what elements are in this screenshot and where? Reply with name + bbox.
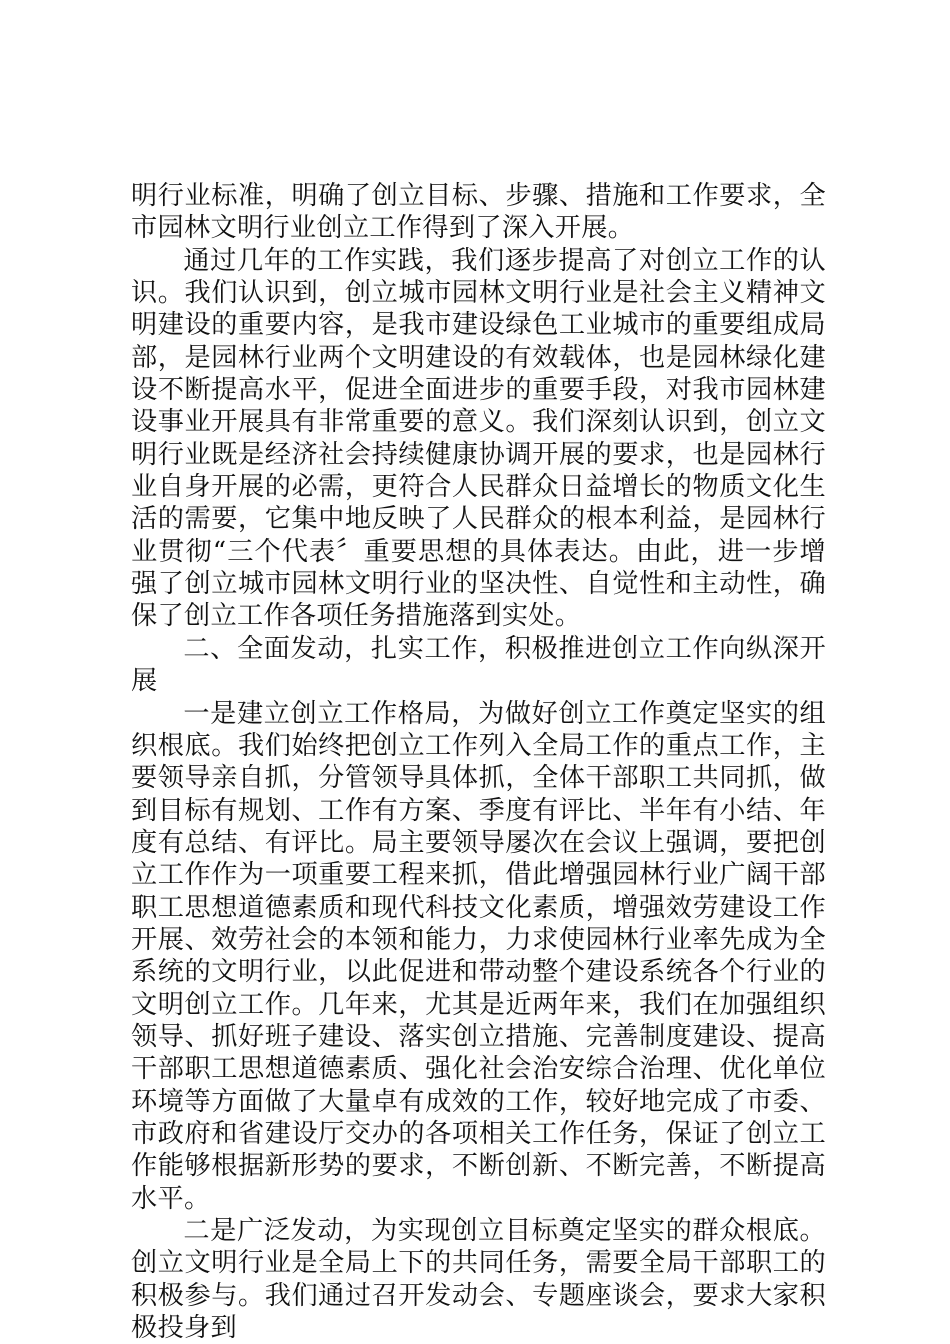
section-heading-2: 二、全面发动，扎实工作，积极推进创立工作向纵深开展: [131, 633, 826, 697]
paragraph-understanding: 通过几年的工作实践，我们逐步提高了对创立工作的认识。我们认识到，创立城市园林文明行业是社会主义精神文明建设的重要内容，是我市建设绿色工业城市的重要组成局部，是园林行业两个文明建设的有效载体，也是园林绿化建设不断提高水平，促进全面进步的重要手段，对我市园林建设事业开展具有非常重要的意义。我们深刻认识到，创立文明行业既是经济社会持续健康协调开展的要求，也是园林行业自身开展的必需，更符合人民群众日益增长的物质文化生活的需要，它集中地反映了人民群众的根本利益，是园林行业贯彻“三个代表〞重要思想的具体表达。由此，进一步增强了创立城市园林文明行业的坚决性、自觉性和主动性，确保了创立工作各项任务措施落到实处。: [131, 245, 826, 632]
paragraph-point-2: 二是广泛发动，为实现创立目标奠定坚实的群众根底。创立文明行业是全局上下的共同任务，需要全局干部职工的积极参与。我们通过召开发动会、专题座谈会，要求大家积极投身到: [131, 1216, 826, 1344]
document-body: [131, 180, 826, 1344]
paragraph-point-1: 一是建立创立工作格局，为做好创立工作奠定坚实的组织根底。我们始终把创立工作列入全局工作的重点工作，主要领导亲自抓，分管领导具体抓，全体干部职工共同抓，做到目标有规划、工作有方案、季度有评比、半年有小结、年度有总结、有评比。局主要领导屡次在会议上强调，要把创立工作作为一项重要工程来抓，借此增强园林行业广阔干部职工思想道德素质和现代科技文化素质，增强效劳建设工作开展、效劳社会的本领和能力，力求使园林行业率先成为全系统的文明行业，以此促进和带动整个建设系统各个行业的文明创立工作。几年来，尤其是近两年来，我们在加强组织领导、抓好班子建设、落实创立措施、完善制度建设、提高干部职工思想道德素质、强化社会治安综合治理、优化单位环境等方面做了大量卓有成效的工作，较好地完成了市委、市政府和省建设厅交办的各项相关工作任务，保证了创立工作能够根据新形势的要求，不断创新、不断完善，不断提高水平。: [131, 698, 826, 1214]
paragraph-continuation: 明行业标准，明确了创立目标、步骤、措施和工作要求，全市园林文明行业创立工作得到了深入开展。: [131, 181, 826, 244]
